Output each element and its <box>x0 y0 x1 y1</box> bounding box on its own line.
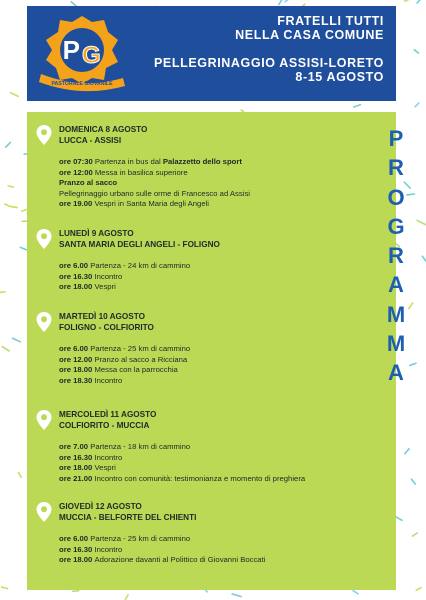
schedule-item <box>59 344 345 355</box>
schedule-text: Vespri <box>94 282 116 291</box>
confetti-dash <box>422 256 426 262</box>
schedule-item <box>59 199 345 210</box>
confetti-dash <box>10 93 18 97</box>
schedule-time: ore 6.00 <box>59 261 91 270</box>
schedule-item <box>59 157 345 168</box>
schedule-item <box>59 355 345 366</box>
day-date: DOMENICA 8 AGOSTO <box>59 125 148 134</box>
schedule-time: ore 18.00 <box>59 555 95 564</box>
schedule-item <box>59 463 345 474</box>
day-heading <box>59 124 345 146</box>
schedule-list <box>59 344 345 386</box>
schedule-item <box>59 282 345 293</box>
header-line-4: 8-15 AGOSTO <box>295 70 384 84</box>
schedule-item <box>59 272 345 283</box>
schedule-text: Partenza - 25 km di cammino <box>90 534 191 543</box>
confetti-dash <box>353 591 358 594</box>
schedule-time: ore 19.00 <box>59 199 95 208</box>
schedule-bold-line: Pranzo al sacco <box>59 178 118 187</box>
schedule-text: Partenza - 24 km di cammino <box>90 261 191 270</box>
day-date: GIOVEDÌ 12 AGOSTO <box>59 502 142 511</box>
day-route: MUCCIA - BELFORTE DEL CHIENTI <box>59 513 197 522</box>
programma-vertical-title <box>375 124 417 388</box>
day-block <box>35 124 345 210</box>
confetti-dash <box>412 479 416 484</box>
day-route: COLFIORITO - MUCCIA <box>59 421 150 430</box>
programma-letter: P <box>388 126 404 151</box>
confetti-dash <box>279 0 282 5</box>
schedule-item <box>59 178 345 189</box>
confetti-dash <box>232 594 241 597</box>
day-heading <box>59 311 345 333</box>
day-block <box>35 311 345 386</box>
confetti-dash <box>417 0 422 3</box>
schedule-text: Incontro <box>94 544 123 554</box>
location-pin-icon <box>35 409 53 431</box>
confetti-dash <box>415 103 419 107</box>
day-block <box>35 228 345 293</box>
schedule-text: Vespri in Santa Maria degli Angeli <box>94 199 210 208</box>
schedule-text: Partenza - 18 km di cammino <box>90 442 191 451</box>
confetti-dash <box>8 186 13 187</box>
header-banner <box>27 6 396 101</box>
schedule-list <box>59 157 345 210</box>
confetti-dash <box>414 50 418 53</box>
schedule-time: ore 16.30 <box>59 544 95 554</box>
schedule-text: Pranzo al sacco a Ricciana <box>94 354 188 364</box>
day-block <box>35 409 345 484</box>
programma-letter: A <box>388 272 404 298</box>
schedule-text: Partenza - 25 km di cammino <box>90 344 191 353</box>
schedule-time: ore 12:00 <box>59 167 95 177</box>
location-pin-icon <box>35 124 53 146</box>
schedule-time: ore 07:30 <box>59 157 95 166</box>
schedule-time: ore 18.30 <box>59 375 95 385</box>
confetti-dash <box>18 472 21 477</box>
schedule-text: Pellegrinaggio urbano sulle orme di Francesco ad Assisi <box>59 188 251 198</box>
confetti-dash <box>405 449 409 454</box>
header-line-1: FRATELLI TUTTI <box>277 14 384 28</box>
schedule-item <box>59 168 345 179</box>
confetti-dash <box>2 347 9 351</box>
location-pin-icon <box>35 228 53 250</box>
confetti-dash <box>5 204 10 206</box>
schedule-time: ore 18.00 <box>59 463 95 472</box>
confetti-dash <box>11 206 18 207</box>
schedule-time: ore 16.30 <box>59 452 95 462</box>
schedule-item <box>59 376 345 387</box>
day-route: FOLIGNO - COLFIORITO <box>59 323 154 332</box>
schedule-text: Incontro <box>94 271 123 281</box>
programma-letter: M <box>386 331 406 357</box>
confetti-dash <box>125 595 128 599</box>
programma-letter: M <box>386 301 406 327</box>
schedule-time: ore 18.00 <box>59 282 95 291</box>
schedule-item <box>59 555 345 566</box>
program-panel <box>27 112 406 590</box>
header-line-3: PELLEGRINAGGIO ASSISI-LORETO <box>153 56 384 70</box>
day-date: MERCOLEDÌ 11 AGOSTO <box>59 410 157 419</box>
schedule-time: ore 12.00 <box>59 354 95 364</box>
day-route: SANTA MARIA DEGLI ANGELI - FOLIGNO <box>59 240 220 249</box>
schedule-item <box>59 545 345 556</box>
day-heading <box>59 228 345 250</box>
schedule-item <box>59 442 345 453</box>
day-block <box>35 501 345 566</box>
schedule-list <box>59 261 345 293</box>
day-route: LUCCA - ASSISI <box>59 136 122 145</box>
programma-letter: R <box>388 243 404 269</box>
schedule-item <box>59 453 345 464</box>
schedule-text: Vespri <box>94 463 116 472</box>
schedule-item <box>59 474 345 485</box>
schedule-item <box>59 261 345 272</box>
logo-letter-p: P <box>62 35 80 65</box>
pastorale-giovanile-logo <box>37 14 127 94</box>
location-pin-icon <box>35 311 53 333</box>
schedule-text: Incontro <box>94 375 123 385</box>
header-titles <box>154 14 384 84</box>
schedule-text: Incontro <box>94 452 123 462</box>
schedule-time: ore 21.00 <box>59 473 95 483</box>
schedule-text: Adorazione davanti al Polittico di Giovanni Boccati <box>94 555 266 564</box>
confetti-dash <box>412 533 417 536</box>
day-date: MARTEDÌ 10 AGOSTO <box>59 312 145 321</box>
location-pin-icon <box>35 501 53 523</box>
header-line-2: NELLA CASA COMUNE <box>235 28 384 42</box>
schedule-list <box>59 442 345 484</box>
logo-ribbon-text: PASTORALE GIOVANILE <box>51 81 113 87</box>
confetti-dash <box>416 588 421 591</box>
programma-letter: G <box>387 213 405 239</box>
schedule-text: Messa in basilica superiore <box>94 167 188 177</box>
schedule-time: ore 6.00 <box>59 344 91 353</box>
day-heading <box>59 501 345 523</box>
programma-letter: R <box>388 155 404 181</box>
schedule-text: Partenza in bus dal <box>94 157 163 166</box>
programma-letter: O <box>387 184 405 210</box>
schedule-time: ore 18.00 <box>59 365 95 374</box>
confetti-dash <box>73 591 79 592</box>
confetti-dash <box>417 220 426 224</box>
schedule-item <box>59 189 345 200</box>
confetti-dash <box>13 338 21 342</box>
schedule-text: Messa con la parrocchia <box>94 365 178 374</box>
logo-letter-g: G <box>82 42 101 69</box>
confetti-dash <box>285 0 292 2</box>
schedule-text: Incontro con comunità: testimonianza e momento di preghiera <box>94 473 306 483</box>
confetti-dash <box>405 0 411 1</box>
confetti-dash <box>354 105 361 107</box>
schedule-bold-place: Palazzetto dello sport <box>162 157 242 166</box>
programma-letter: A <box>388 360 404 386</box>
schedule-time: ore 16.30 <box>59 271 95 281</box>
day-date: LUNEDÌ 9 AGOSTO <box>59 229 134 238</box>
schedule-item <box>59 534 345 545</box>
schedule-time: ore 6.00 <box>59 534 91 543</box>
schedule-item <box>59 365 345 376</box>
schedule-time: ore 7.00 <box>59 442 91 451</box>
schedule-list <box>59 534 345 566</box>
confetti-dash <box>2 587 8 589</box>
day-heading <box>59 409 345 431</box>
confetti-dash <box>6 142 11 147</box>
